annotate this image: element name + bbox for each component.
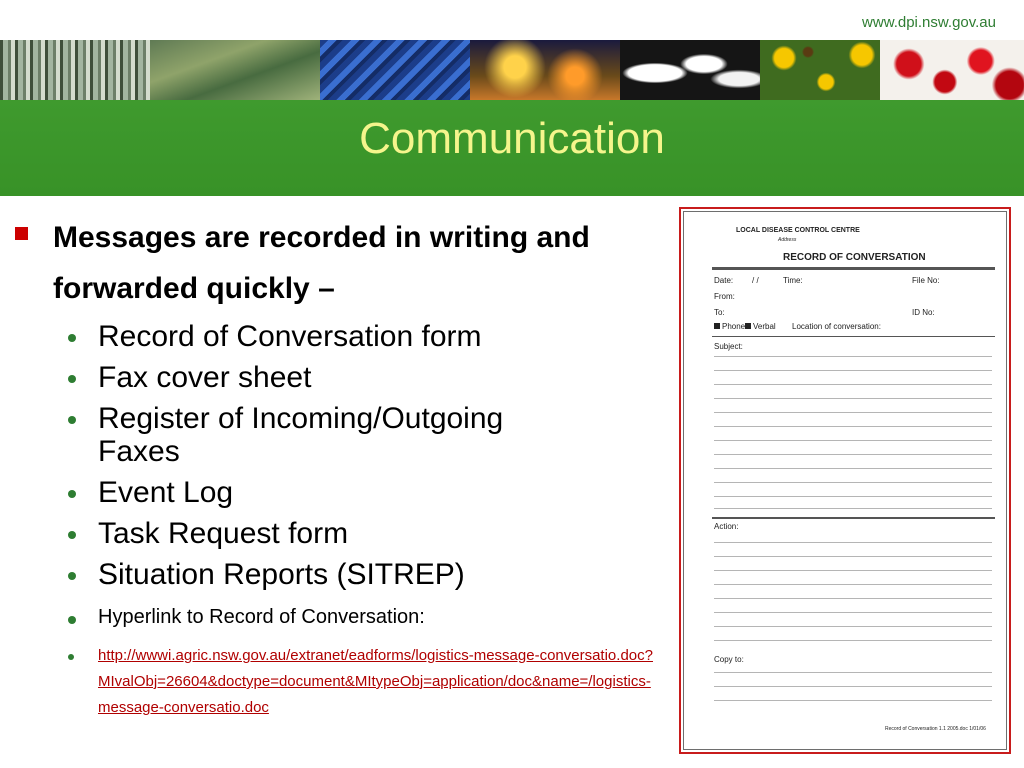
subject-line — [714, 426, 992, 427]
action-line — [714, 612, 992, 613]
form-action-label: Action: — [714, 522, 739, 531]
subject-line — [714, 496, 992, 497]
action-line — [714, 584, 992, 585]
slide-title: Communication — [359, 114, 665, 163]
pasture-photo — [150, 40, 320, 100]
bullet-dot-icon — [68, 334, 76, 342]
subject-line — [714, 440, 992, 441]
subject-line — [714, 468, 992, 469]
bullet-dot-icon — [68, 654, 74, 660]
record-of-conversation-link[interactable]: http://wwwi.agric.nsw.gov.au/extranet/eadforms/logistics-message-conversatio.doc?MIvalObj=26604&doctype=document&MItypeObj=application/doc&name=/logistics-message-conversatio.doc — [98, 647, 653, 716]
subject-line — [714, 482, 992, 483]
action-line — [714, 598, 992, 599]
form-heading: RECORD OF CONVERSATION — [783, 252, 926, 263]
bullet-dot-icon — [68, 375, 76, 383]
form-copy-to-label: Copy to: — [714, 655, 744, 664]
main-bullet-marker — [15, 227, 28, 240]
subject-line — [714, 412, 992, 413]
form-footer: Record of Conversation 1.1 2005.doc 1/01/06 — [885, 726, 986, 732]
form-from-label: From: — [714, 292, 735, 301]
form-date-label: Date: — [714, 276, 734, 285]
action-line — [714, 640, 992, 641]
subject-line — [714, 398, 992, 399]
cherries-photo — [880, 40, 1024, 100]
copy-to-line — [714, 700, 992, 701]
action-line — [714, 626, 992, 627]
main-bullet-text: Messages are recorded in writing and forwarded quickly – — [53, 221, 590, 305]
verbal-checkbox-icon — [745, 323, 751, 329]
form-time-label: Time: — [783, 276, 803, 285]
copy-to-line — [714, 686, 992, 687]
form-to-label: To: — [714, 308, 725, 317]
form-phone-label: Phone — [722, 322, 746, 331]
bullet-dot-icon — [68, 531, 76, 539]
bullet-dot-icon — [68, 616, 76, 624]
dairy-cows-photo — [620, 40, 760, 100]
subject-line — [714, 508, 992, 509]
action-line — [714, 556, 992, 557]
form-address: Address — [778, 237, 797, 243]
bullet-dot-icon — [68, 572, 76, 580]
form-action-rule — [712, 517, 995, 519]
form-heading-rule — [712, 267, 995, 270]
subject-line — [714, 356, 992, 357]
form-subject-label: Subject: — [714, 342, 743, 351]
subject-line — [714, 454, 992, 455]
form-file-no-label: File No: — [912, 276, 940, 285]
form-date-slashes: / / — [752, 276, 759, 285]
form-section-rule — [712, 336, 995, 337]
header-photo-strip — [0, 40, 1024, 100]
forest-photo — [0, 40, 150, 100]
action-line — [714, 542, 992, 543]
bullet-dot-icon — [68, 490, 76, 498]
fish-photo — [320, 40, 470, 100]
subject-line — [714, 384, 992, 385]
bullet-dot-icon — [68, 416, 76, 424]
form-verbal-label: Verbal — [753, 322, 776, 331]
form-location-label: Location of conversation: — [792, 322, 881, 331]
form-centre-name: LOCAL DISEASE CONTROL CENTRE — [736, 227, 860, 234]
mining-plant-photo — [470, 40, 620, 100]
site-url[interactable]: www.dpi.nsw.gov.au — [862, 14, 996, 31]
sunflowers-photo — [760, 40, 880, 100]
action-line — [714, 570, 992, 571]
copy-to-line — [714, 672, 992, 673]
phone-checkbox-icon — [714, 323, 720, 329]
form-id-no-label: ID No: — [912, 308, 935, 317]
subject-line — [714, 370, 992, 371]
